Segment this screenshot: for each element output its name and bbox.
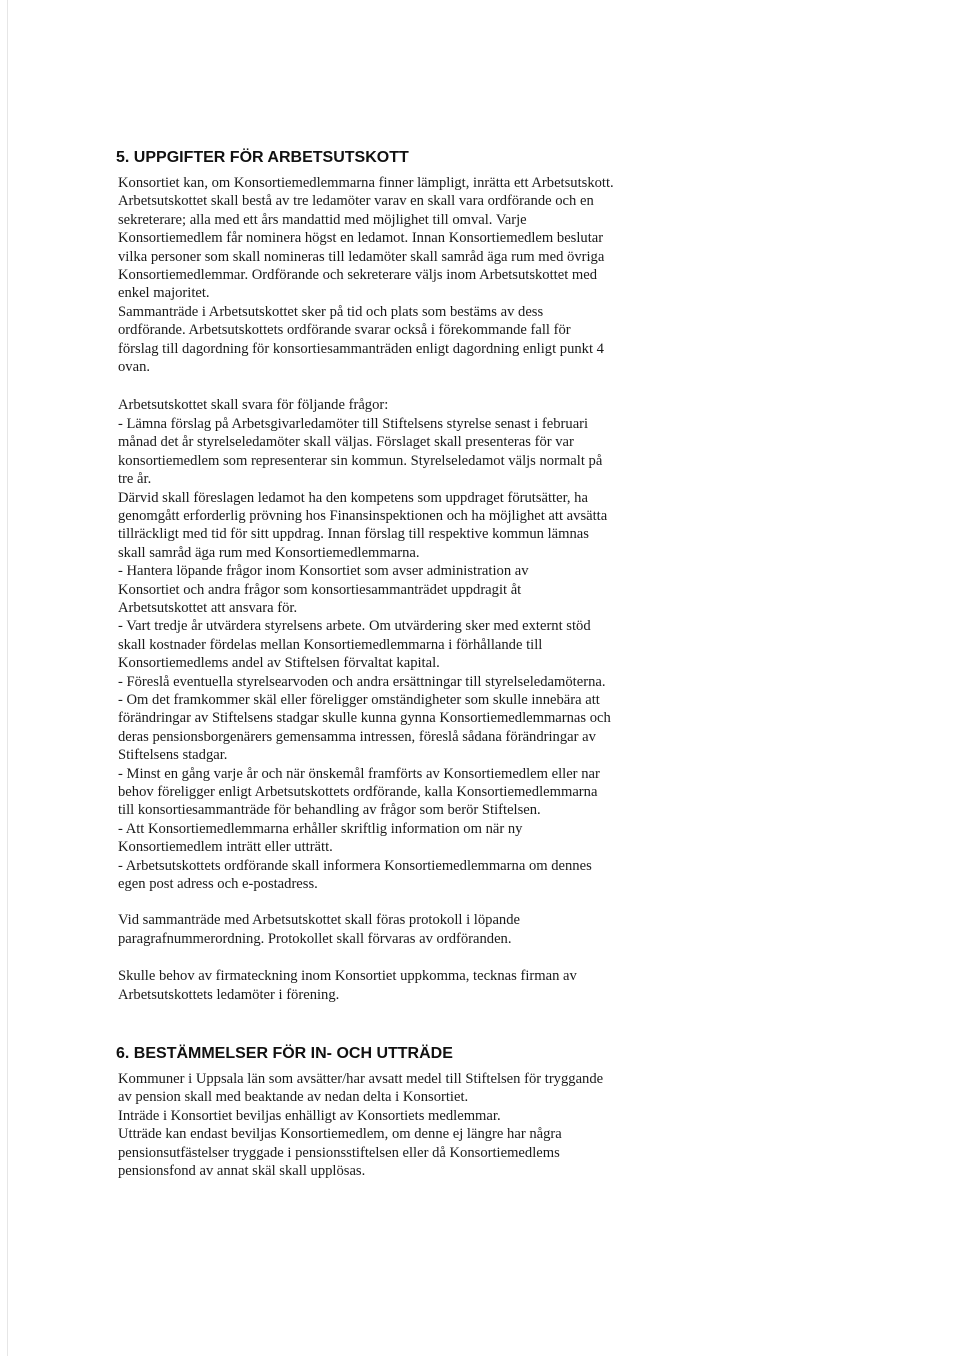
text-line: tre år. (118, 471, 152, 488)
text-line: Sammanträde i Arbetsutskottet sker på tid och plats som bestäms av dess (118, 303, 544, 320)
text-line: deras pensionsborgenärers gemensamma intressen, föreslå sådana förändringar av (118, 728, 596, 745)
text-line: - Föreslå eventuella styrelsearvoden och andra ersättningar till styrelseledamöterna. (118, 673, 606, 690)
text-line: förändringar av Stiftelsens stadgar skulle kunna gynna Konsortiemedlemmarnas och (118, 710, 611, 727)
text-line: - Vart tredje år utvärdera styrelsens arbete. Om utvärdering sker med externt stöd (118, 618, 591, 635)
text-line: Konsortiemedlem får nominera högst en ledamot. Innan Konsortiemedlem beslutar (118, 230, 604, 247)
text-line: Konsortiemedlem inträtt eller utträtt. (118, 839, 333, 856)
text-line: Vid sammanträde med Arbetsutskottet skall föras protokoll i löpande (118, 912, 520, 929)
text-line: - Att Konsortiemedlemmarna erhåller skriftlig information om när ny (118, 820, 523, 837)
text-line: Kommuner i Uppsala län som avsätter/har avsatt medel till Stiftelsen för tryggande (118, 1071, 604, 1088)
text-line: pensionsfond av annat skäl skall upplösas. (118, 1163, 366, 1180)
text-line: Skulle behov av firmateckning inom Konsortiet uppkomma, tecknas firman av (118, 968, 577, 985)
text-line: - Om det framkommer skäl eller föreligger omständigheter som skulle innebära att (118, 691, 600, 708)
text-line: månad det år styrelseledamöter skall väljas. Förslaget skall presenteras för var (118, 434, 574, 451)
text-line: egen post adress och e-postadress. (118, 876, 318, 893)
text-line: Stiftelsens stadgar. (118, 747, 228, 764)
text-line: sekreterare; alla med ett års mandattid med möjlighet till omval. Varje (118, 211, 527, 228)
text-line: ovan. (118, 359, 151, 376)
text-line: tillräckligt med tid för sitt uppdrag. Innan förslag till respektive kommun lämnas (118, 526, 589, 543)
text-line: Arbetsutskottet skall bestå av tre ledamöter varav en skall vara ordförande och en (118, 193, 594, 210)
section-5-protocol (118, 911, 678, 948)
text-line: ordförande. Arbetsutskottets ordförande svarar också i förekommande fall för (118, 322, 571, 339)
text-line: konsortiemedlem som representerar sin kommun. Styrelseledamot väljs normalt på (118, 452, 603, 469)
text-line: Konsortiemedlems andel av Stiftelsen förvaltat kapital. (118, 655, 440, 672)
text-line: Konsortiet och andra frågor som konsortiesammanträdet uppdragit åt (118, 581, 522, 598)
text-line: paragrafnummerordning. Protokollet skall förvaras av ordföranden. (118, 930, 512, 947)
text-line: - Arbetsutskottets ordförande skall informera Konsortiemedlemmarna om dennes (118, 857, 592, 874)
text-line: Utträde kan endast beviljas Konsortiemedlem, om denne ej längre har några (118, 1126, 562, 1143)
text-line: Arbetsutskottet skall svara för följande frågor: (118, 397, 389, 414)
document-page (118, 148, 678, 1181)
text-line: genomgått erforderlig prövning hos Finansinspektionen och ha möjlighet att avsätta (118, 507, 608, 524)
section-5-signing (118, 967, 678, 1004)
text-line: behov föreligger enligt Arbetsutskottets ordförande, kalla Konsortiemedlemmarna (118, 784, 598, 800)
text-line: Konsortiemedlemmar. Ordförande och sekreterare väljs inom Arbetsutskottet med (118, 267, 598, 284)
text-line: Arbetsutskottets ledamöter i förening. (118, 986, 340, 1003)
text-line: vilka personer som skall nomineras till ledamöter skall samråd äga rum med övriga (118, 248, 605, 265)
section-5-tasks (118, 396, 678, 893)
text-line: Konsortiet kan, om Konsortiemedlemmarna finner lämpligt, inrätta ett Arbetsutskott. (118, 175, 614, 191)
text-line: skall samråd äga rum med Konsortiemedlemmarna. (118, 544, 420, 561)
section-6-heading: 6. BESTÄMMELSER FÖR IN- OCH UTTRÄDE (116, 1045, 453, 1063)
text-line: - Minst en gång varje år och när önskemål framförts av Konsortiemedlem eller nar (118, 765, 600, 782)
text-line: - Hantera löpande frågor inom Konsortiet som avser administration av (118, 563, 529, 580)
section-5-heading: 5. UPPGIFTER FÖR ARBETSUTSKOTT (116, 149, 409, 166)
page-edge-line (7, 0, 8, 1356)
text-line: skall kostnader fördelas mellan Konsortiemedlemmarna i förhållande till (118, 636, 543, 653)
text-line: av pension skall med beaktande av nedan delta i Konsortiet. (118, 1089, 469, 1106)
text-line: pensionsutfästelser tryggade i pensionsstiftelsen eller då Konsortiemedlems (118, 1144, 560, 1161)
text-line: enkel majoritet. (118, 285, 210, 302)
section-5-intro (118, 174, 678, 376)
text-line: - Lämna förslag på Arbetsgivarledamöter till Stiftelsens styrelse senast i februari (118, 415, 589, 432)
text-line: Arbetsutskottet att ansvara för. (118, 599, 298, 616)
text-line: förslag till dagordning för konsortiesammanträden enligt dagordning enligt punkt 4 (118, 340, 604, 357)
text-line: Därvid skall föreslagen ledamot ha den kompetens som uppdraget förutsätter, ha (118, 489, 588, 506)
section-6-body (118, 1070, 678, 1180)
text-line: Inträde i Konsortiet beviljas enhälligt av Konsortiets medlemmar. (118, 1107, 501, 1124)
text-line: till konsortiesammanträde för behandling av frågor som berör Stiftelsen. (118, 802, 541, 819)
